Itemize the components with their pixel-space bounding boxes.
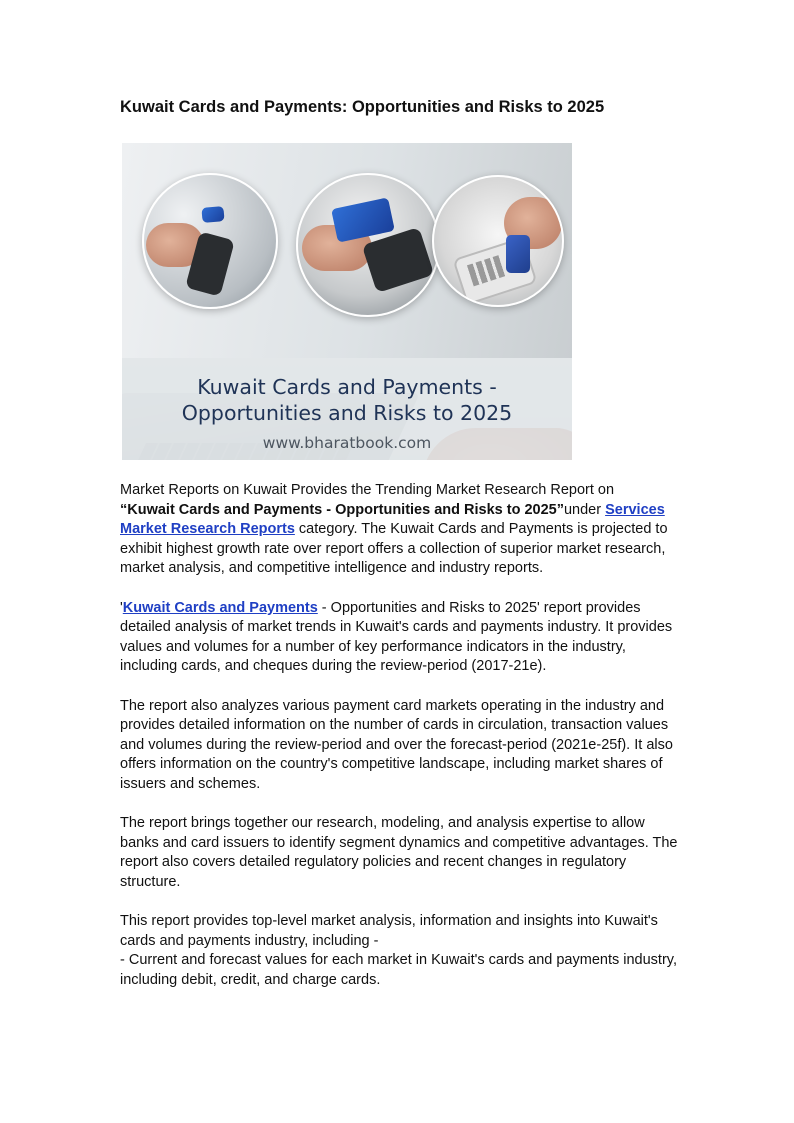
- intro-text: Market Reports on Kuwait Provides the Trending Market Research Report on: [120, 482, 615, 498]
- hero-caption-line-1: Kuwait Cards and Payments -: [197, 375, 497, 399]
- paragraph-report-summary: [120, 599, 680, 677]
- paragraph-intro: [120, 481, 680, 579]
- report-name: Kuwait Cards and Payments - Opportunities and Risks to 2025: [127, 501, 557, 518]
- card-reader-icon: [362, 227, 435, 293]
- summary-text: - Opportunities and Risks to 2025' report provides detailed analysis of market trends in Kuwait's cards and payments industry. It provides values and volumes for a number of key performance indicators in the industry, including cards, and cheques during the review-period (2017-21e).: [120, 599, 673, 675]
- page-title: Kuwait Cards and Payments: Opportunities and Risks to 2025: [120, 98, 605, 116]
- hero-caption: [122, 358, 572, 460]
- under-text: under: [563, 501, 606, 518]
- credit-card-icon: [201, 206, 224, 223]
- scope-bullet: - Current and forecast values for each market in Kuwait's cards and payments industry, including debit, credit, and charge cards.: [120, 952, 677, 988]
- payment-photo-circle-1: [142, 173, 278, 309]
- payment-photo-circle-3: [432, 175, 564, 307]
- close-quote: ”: [556, 501, 564, 518]
- paragraph-expertise: The report brings together our research, modeling, and analysis expertise to allow banks and card issuers to identify segment dynamics and competitive advantages. The report also covers detailed regulatory policies and recent changes in regulatory structure.: [120, 815, 678, 890]
- hero-caption-line-2: Opportunities and Risks to 2025: [181, 401, 513, 425]
- intro-rest: category. The Kuwait Cards and Payments is projected to exhibit highest growth rate over report offers a collection of superior market research, market analysis, and competitive intelligence and industry reports.: [120, 521, 668, 577]
- kuwait-cards-payments-link[interactable]: Kuwait Cards and Payments: [122, 599, 318, 616]
- scope-intro: This report provides top-level market analysis, information and insights into Kuwait's cards and payments industry, including -: [120, 913, 658, 949]
- paragraph-markets: The report also analyzes various payment card markets operating in the industry and provides detailed information on the number of cards in circulation, transaction values and volumes during the review-period and over the forecast-period (2021e-25f). It also offers information on the country's competitive landscape, including market shares of issuers and schemes.: [120, 697, 673, 792]
- hero-caption-url: www.bharatbook.com: [262, 434, 432, 452]
- contactless-card-icon: [331, 197, 395, 242]
- open-quote: “: [120, 501, 128, 518]
- apostrophe: ': [120, 599, 123, 616]
- credit-card-icon: [506, 235, 530, 273]
- services-market-research-reports-link[interactable]: Services Market Research Reports: [120, 501, 665, 538]
- hero-image: [122, 143, 572, 460]
- paragraph-scope: [120, 912, 680, 990]
- payment-photo-circle-2: [296, 173, 440, 317]
- article-body: [120, 481, 680, 1010]
